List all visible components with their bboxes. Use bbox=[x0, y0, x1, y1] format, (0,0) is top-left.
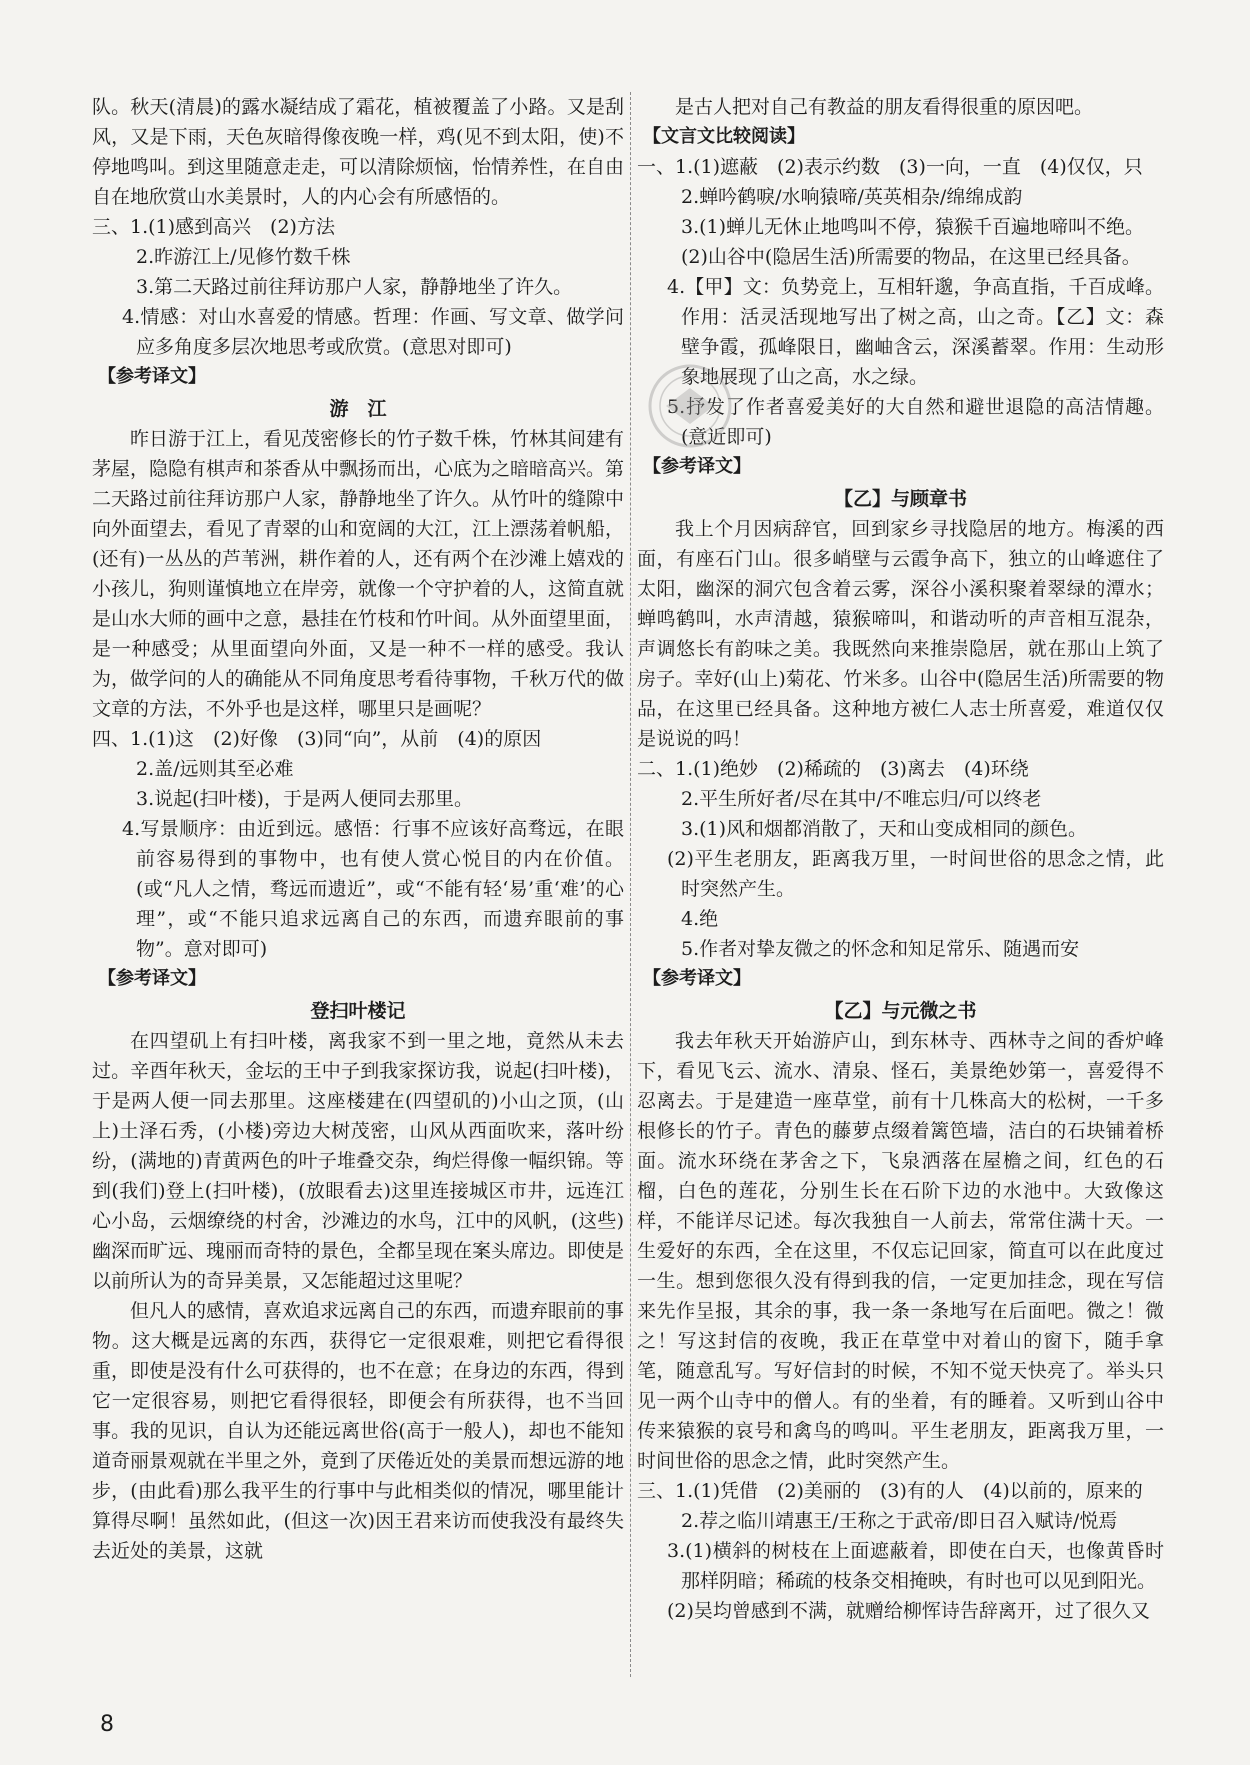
left-intro-text: 队。秋天(清晨)的露水凝结成了霜花，植被覆盖了小路。又是刮风，又是下雨，天色灰暗得像夜晚一样，鸡(见不到太阳，使)不停地鸣叫。到这里随意走走，可以清除烦恼，怡情养性，在自由自在地欣赏山水美景时，人的内心会有所感悟的。 bbox=[92, 96, 625, 208]
column-divider bbox=[630, 92, 631, 1677]
s3-q3: 3.第二天路过前往拜访那户人家，静静地坐了许久。 bbox=[136, 276, 573, 298]
r-s3-q2: 2.荐之临川靖惠王/王称之于武帝/即日召入赋诗/悦焉 bbox=[681, 1510, 1118, 1532]
page-number: 8 bbox=[100, 1712, 114, 1737]
r-s3-q1: 三、1.(1)凭借 (2)美丽的 (3)有的人 (4)以前的，原来的 bbox=[637, 1480, 1143, 1502]
s4-q2: 2.盖/远则其至必难 bbox=[136, 758, 294, 780]
r-s3-q3: 3.(1)横斜的树枝在上面遮蔽着，即使在白天，也像黄昏时那样阴暗；稀疏的枝条交相掩映，有时也可以见到阳光。 bbox=[667, 1540, 1164, 1592]
r-ref2-title: 【乙】与元微之书 bbox=[824, 1000, 977, 1022]
s4-q3: 3.说起(扫叶楼)，于是两人便同去那里。 bbox=[136, 788, 473, 810]
ref2-title: 登扫叶楼记 bbox=[310, 1000, 406, 1022]
s3-q1: 三、1.(1)感到高兴 (2)方法 bbox=[92, 216, 335, 238]
r-ref2-translation: 我去年秋天开始游庐山，到东林寺、西林寺之间的香炉峰下，看见飞云、流水、清泉、怪石，美景绝妙第一，喜爱得不忍离去。于是建造一座草堂，前有十几株高大的松树，一千多根修长的竹子。青色的藤萝点缀着篱笆墙，洁白的石块铺着桥面。流水环绕在茅舍之下，飞泉洒落在屋檐之间，红色的石榴，白色的莲花，分别生长在石阶下边的水池中。大致像这样，不能详尽记述。每次我独自一人前去，常常住满十天。一生爱好的东西，全在这里，不仅忘记回家，简直可以在此度过一生。想到您很久没有得到我的信，一定更加挂念，现在写信来先作呈报，其余的事，我一条一条地写在后面吧。微之！微之！写这封信的夜晚，我正在草堂中对着山的窗下，随手拿笔，随意乱写。写好信封的时候，不知不觉天快亮了。举头只见一两个山寺中的僧人。有的坐着，有的睡着。又听到山谷中传来猿猴的哀号和禽鸟的鸣叫。平生老朋友，距离我万里，一时间世俗的思念之情，此时突然产生。 bbox=[637, 1030, 1164, 1472]
s4-q4: 4.写景顺序：由近到远。感悟：行事不应该好高骛远，在眼前容易得到的事物中，也有使人赏心悦目的内在价值。(或“凡人之情，骛远而遗近”，或“不能有轻‘易’重‘难’的心理”，或“不能只追求远离自己的东西，而遗弃眼前的事物”。意对即可) bbox=[122, 818, 624, 960]
left-column bbox=[92, 92, 624, 1566]
r-s1-q4: 4.【甲】文：负势竞上，互相轩邈，争高直指，千百成峰。作用：活灵活现地写出了树之高，山之奇。【乙】文：森壁争霞，孤峰限日，幽岫含云，深溪蓄翠。作用：生动形象地展现了山之高，水之绿。 bbox=[667, 276, 1164, 388]
s3-q4: 4.情感：对山水喜爱的情感。哲理：作画、写文章、做学问应多角度多层次地思考或欣赏。(意思对即可) bbox=[122, 306, 624, 358]
ref2-para1: 在四望矶上有扫叶楼，离我家不到一里之地，竟然从未去过。辛酉年秋天，金坛的王中子到我家探访我，说起(扫叶楼)，于是两人便一同去那里。这座楼建在(四望矶的)小山之顶，(山上)土泽石秀，(小楼)旁边大树茂密，山风从西面吹来，落叶纷纷，(满地的)青黄两色的叶子堆叠交杂，绚烂得像一幅织锦。等到(我们)登上(扫叶楼)，(放眼看去)这里连接城区市井，远连江心小岛，云烟缭绕的村舍，沙滩边的水鸟，江中的风帆，(这些)幽深而旷远、瑰丽而奇特的景色，全都呈现在案头席边。即使是以前所认为的奇异美景，又怎能超过这里呢？ bbox=[92, 1030, 625, 1292]
r-ref1-label: 【参考译文】 bbox=[643, 456, 751, 477]
r-s1-q3: 3.(1)蝉儿无休止地鸣叫不停，猿猴千百遍地啼叫不绝。 bbox=[681, 216, 1145, 238]
r-s2-q2: 2.平生所好者/尽在其中/不唯忘归/可以终老 bbox=[681, 788, 1042, 810]
r-s1-q5: 5.抒发了作者喜爱美好的大自然和避世退隐的高洁情趣。(意近即可) bbox=[667, 396, 1164, 448]
r-s1-q3b: (2)山谷中(隐居生活)所需要的物品，在这里已经具备。 bbox=[681, 246, 1141, 268]
r-s1-q2: 2.蝉吟鹤唳/水响猿啼/英英相杂/绵绵成韵 bbox=[681, 186, 1023, 208]
r-s2-q3: 3.(1)风和烟都消散了，天和山变成相同的颜色。 bbox=[681, 818, 1088, 840]
right-continuation: 是古人把对自己有教益的朋友看得很重的原因吧。 bbox=[675, 96, 1094, 118]
ref2-label: 【参考译文】 bbox=[98, 968, 206, 989]
s3-q2: 2.昨游江上/见修竹数千株 bbox=[136, 246, 351, 268]
s4-q1: 四、1.(1)这 (2)好像 (3)同“向”，从前 (4)的原因 bbox=[92, 728, 542, 750]
ref2-para2: 但凡人的感情，喜欢追求远离自己的东西，而遗弃眼前的事物。这大概是远离的东西，获得它一定很艰难，则把它看得很重，即使是没有什么可获得的，也不在意；在身边的东西，得到它一定很容易，则把它看得很轻，即便会有所获得，也不当回事。我的见识，自认为还能远离世俗(高于一般人)，却也不能知道奇丽景观就在半里之外，竟到了厌倦近处的美景而想远游的地步，(由此看)那么我平生的行事中与此相类似的情况，哪里能计算得尽啊！虽然如此，(但这一次)因王君来访而使我没有最终失去近处的美景，这就 bbox=[92, 1300, 625, 1562]
r-s2-q5: 5.作者对挚友微之的怀念和知足常乐、随遇而安 bbox=[681, 938, 1080, 960]
r-s2-q4: 4.绝 bbox=[681, 908, 719, 930]
r-s2-q3b: (2)平生老朋友，距离我万里，一时间世俗的思念之情，此时突然产生。 bbox=[667, 848, 1164, 900]
right-column bbox=[637, 92, 1164, 1626]
ref1-label: 【参考译文】 bbox=[98, 366, 206, 387]
r-s1-q1: 一、1.(1)遮蔽 (2)表示约数 (3)一向，一直 (4)仅仅，只 bbox=[637, 156, 1143, 178]
stamp-emblem bbox=[666, 388, 714, 424]
r-ref2-label: 【参考译文】 bbox=[643, 968, 751, 989]
watermark-stamp bbox=[630, 358, 750, 454]
section-label: 【文言文比较阅读】 bbox=[643, 126, 805, 147]
ref1-title: 游 江 bbox=[329, 398, 387, 420]
r-s2-q1: 二、1.(1)绝妙 (2)稀疏的 (3)离去 (4)环绕 bbox=[637, 758, 1029, 780]
r-s3-q3b: (2)吴均曾感到不满，就赠给柳恽诗告辞离开，过了很久又 bbox=[667, 1600, 1150, 1622]
r-ref1-title: 【乙】与顾章书 bbox=[833, 488, 967, 510]
ref1-translation: 昨日游于江上，看见茂密修长的竹子数千株，竹林其间建有茅屋，隐隐有棋声和茶香从中飘扬而出，心底为之暗暗高兴。第二天路过前往拜访那户人家，静静地坐了许久。从竹叶的缝隙中向外面望去，看见了青翠的山和宽阔的大江，江上漂荡着帆船，(还有)一丛丛的芦苇洲，耕作着的人，还有两个在沙滩上嬉戏的小孩儿，狗则谨慎地立在岸旁，就像一个守护着的人，这简直就是山水大师的画中之意，悬挂在竹枝和竹叶间。从外面望里面，是一种感受；从里面望向外面，又是一种不一样的感受。我认为，做学问的人的确能从不同角度思考看待事物，千秋万代的做文章的方法，不外乎也是这样，哪里只是画呢？ bbox=[92, 428, 625, 720]
r-ref1-translation: 我上个月因病辞官，回到家乡寻找隐居的地方。梅溪的西面，有座石门山。很多峭壁与云霞争高下，独立的山峰遮住了太阳，幽深的洞穴包含着云雾，深谷小溪积聚着翠绿的潭水；蝉鸣鹤叫，水声清越，猿猴啼叫，和谐动听的声音相互混杂，声调悠长有韵味之美。我既然向来推崇隐居，就在那山上筑了房子。幸好(山上)菊花、竹米多。山谷中(隐居生活)所需要的物品，在这里已经具备。这种地方被仁人志士所喜爱，难道仅仅是说说的吗！ bbox=[637, 518, 1164, 750]
